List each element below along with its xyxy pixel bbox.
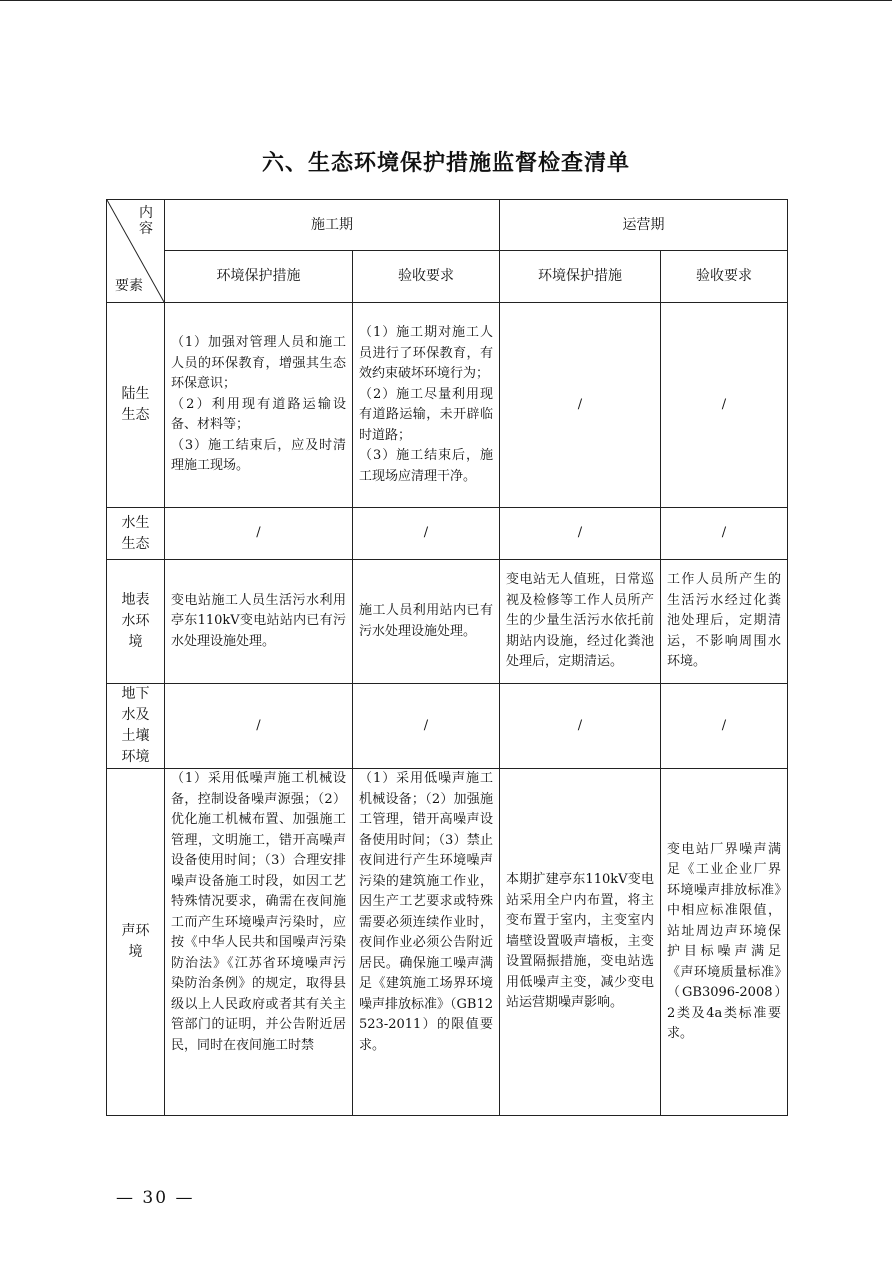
page-number: — 30 — — [116, 1188, 195, 1208]
cell-operation-measures: / — [500, 508, 661, 560]
table-row — [107, 303, 788, 508]
cell-construction-acceptance: / — [353, 684, 500, 769]
table-row — [107, 769, 788, 1116]
factor-acoustic-environment: 声环 境 — [107, 769, 165, 1116]
factor-surface-water: 地表 水环 境 — [107, 560, 165, 684]
cell-operation-acceptance: / — [661, 508, 788, 560]
page-title: 六、生态环境保护措施监督检查清单 — [261, 151, 630, 176]
table-row — [107, 684, 788, 769]
eco-protection-checklist-table — [106, 199, 788, 1116]
header-operation-acceptance: 验收要求 — [661, 251, 788, 303]
header-construction-acceptance: 验收要求 — [353, 251, 500, 303]
factor-aquatic-ecology: 水生 生态 — [107, 508, 165, 560]
header-operation-period: 运营期 — [500, 200, 788, 251]
header-construction-measures: 环境保护措施 — [165, 251, 353, 303]
table-row — [107, 508, 788, 560]
factor-terrestrial-ecology: 陆生 生态 — [107, 303, 165, 508]
cell-construction-measures: 变电站施工人员生活污水利用亭东110kV变电站站内已有污水处理设施处理。 — [165, 560, 353, 684]
cell-construction-measures: / — [165, 508, 353, 560]
header-operation-measures: 环境保护措施 — [500, 251, 661, 303]
factor-groundwater-soil: 地下 水及 土壤 环境 — [107, 684, 165, 769]
cell-construction-measures: （1）采用低噪声施工机械设备，控制设备噪声源强；（2）优化施工机械布置、加强施工管理，文明施工，错开高噪声设备使用时间；（3）合理安排噪声设备施工时段，如因工艺特殊情况要求，确需在夜间施工而产生环境噪声污染时，应按《中华人民共和国噪声污染防治法》《江苏省环境噪声污染防治条例》的规定，取得县级以上人民政府或者其有关主管部门的证明，并公告附近居民，同时在夜间施工时禁 — [165, 769, 353, 1116]
cell-construction-acceptance: （1）采用低噪声施工机械设备；（2）加强施工管理，错开高噪声设备使用时间；（3）禁止夜间进行产生环境噪声污染的建筑施工作业，因生产工艺要求或特殊需要必须连续作业时，夜间作业必须公告附近居民。确保施工噪声满足《建筑施工场界环境噪声排放标准》（GB12523-2011）的限值要求。 — [353, 769, 500, 1116]
header-row-period — [107, 200, 788, 251]
cell-operation-acceptance: / — [661, 303, 788, 508]
cell-operation-acceptance: 变电站厂界噪声满足《工业企业厂界环境噪声排放标准》中相应标准限值，站址周边声环境保护目标噪声满足《声环境质量标准》（GB3096-2008）2类及4a类标准要求。 — [661, 769, 788, 1116]
cell-construction-acceptance: / — [353, 508, 500, 560]
corner-label-content: 内容 — [139, 205, 153, 237]
cell-operation-measures: 变电站无人值班，日常巡视及检修等工作人员所产生的少量生活污水依托前期站内设施，经过化粪池处理后，定期清运。 — [500, 560, 661, 684]
cell-construction-measures: （1）加强对管理人员和施工人员的环保教育，增强其生态环保意识； （2）利用现有道路运输设备、材料等； （3）施工结束后，应及时清理施工现场。 — [165, 303, 353, 508]
cell-operation-acceptance: / — [661, 684, 788, 769]
header-corner-cell — [107, 200, 165, 303]
table-row — [107, 560, 788, 684]
header-row-columns — [107, 251, 788, 303]
cell-operation-measures: 本期扩建亭东110kV变电站采用全户内布置，将主变布置于室内，主变室内墙壁设置吸声墙板，主变设置隔振措施，变电站选用低噪声主变，减少变电站运营期噪声影响。 — [500, 769, 661, 1116]
cell-construction-acceptance: （1）施工期对施工人员进行了环保教育，有效约束破坏环境行为； （2）施工尽量利用现有道路运输，未开辟临时道路； （3）施工结束后，施工现场应清理干净。 — [353, 303, 500, 508]
header-construction-period: 施工期 — [165, 200, 500, 251]
top-border-line — [0, 0, 892, 1]
cell-operation-acceptance: 工作人员所产生的生活污水经过化粪池处理后，定期清运，不影响周围水环境。 — [661, 560, 788, 684]
corner-label-factor: 要素 — [115, 277, 143, 294]
cell-operation-measures: / — [500, 684, 661, 769]
cell-operation-measures: / — [500, 303, 661, 508]
cell-construction-measures: / — [165, 684, 353, 769]
cell-construction-acceptance: 施工人员利用站内已有污水处理设施处理。 — [353, 560, 500, 684]
